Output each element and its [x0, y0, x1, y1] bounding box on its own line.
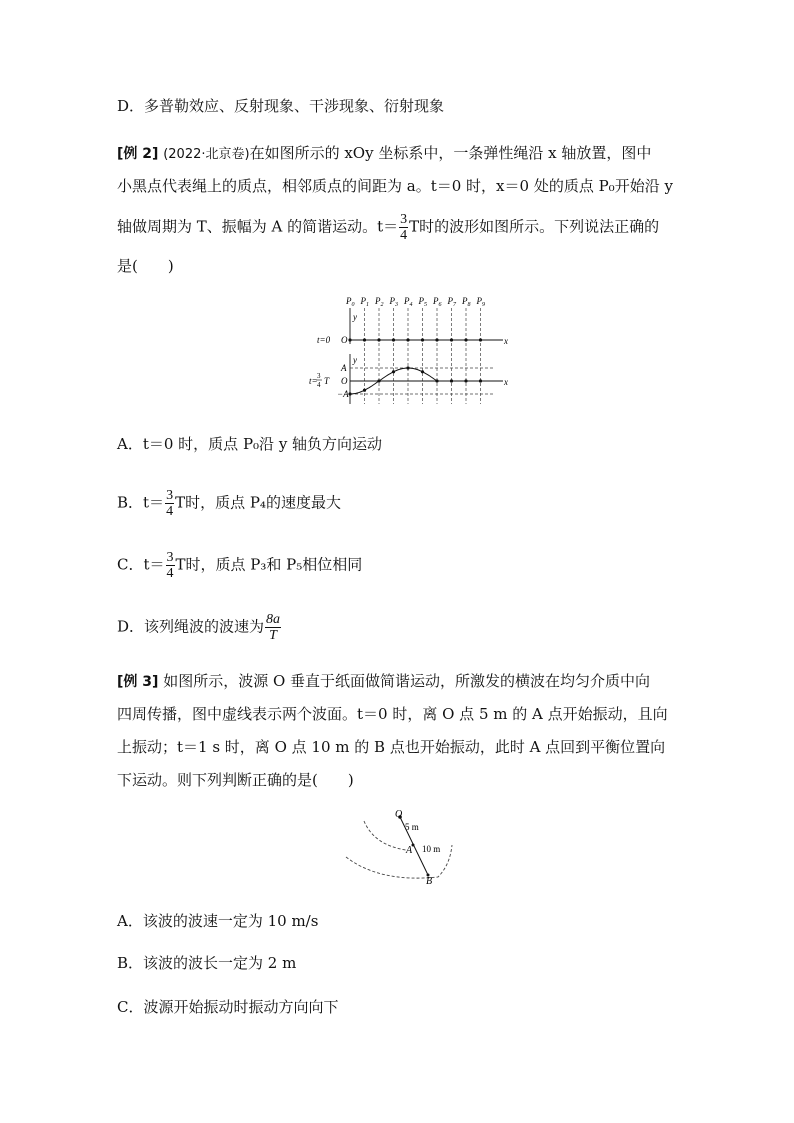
prev-option-d: D．多普勒效应、反射现象、干涉现象、衍射现象: [117, 97, 445, 115]
example-2-text-1: 在如图所示的 xOy 坐标系中，一条弹性绳沿 x 轴放置，图中: [249, 144, 652, 162]
label-t34-prefix: t=: [309, 376, 318, 386]
ex3-option-a: A．该波的波速一定为 10 m/s: [117, 912, 319, 930]
dot-bottom-p7: [450, 379, 453, 382]
dot-bottom-p0: [348, 392, 351, 395]
x-label-bottom: x: [504, 377, 508, 387]
dot-bottom-p9: [479, 379, 482, 382]
x-label-top: x: [504, 336, 508, 346]
dot-bottom-p1: [363, 389, 366, 392]
example-3-tag: [例 3]: [117, 674, 159, 690]
option-a: A．t＝0 时，质点 P₀沿 y 轴负方向运动: [117, 435, 383, 453]
option-d: [117, 612, 282, 643]
example-3-line-1: [117, 671, 650, 692]
fraction-three-quarters: $\frac{3}{4}$: [400, 212, 408, 243]
y-label-bottom: y: [353, 355, 357, 365]
example-3-line-4: 下运动。则下列判断正确的是( ): [117, 771, 354, 789]
dot-top-p7: [450, 338, 453, 341]
option-d-prefix: D．该列绳波的波速为: [117, 617, 265, 636]
label-b: B: [426, 876, 433, 887]
label-t0: t=0: [317, 335, 331, 345]
dot-top-p2: [377, 338, 380, 341]
ex3-option-c: C．波源开始振动时振动方向向下: [117, 998, 339, 1016]
example-3-text-1: 如图所示，波源 O 垂直于纸面做简谐运动，所激发的横波在均匀介质中向: [163, 672, 651, 690]
fraction-three-quarters: $\frac{3}{4}$: [166, 488, 174, 519]
dot-top-p8: [464, 338, 467, 341]
y-label-top: y: [353, 312, 357, 322]
dot-bottom-p2: [377, 379, 380, 382]
dot-top-p6: [435, 338, 438, 341]
dot-top-p1: [363, 338, 366, 341]
point-label-p9: $P_9$: [476, 296, 485, 308]
dot-bottom-p3: [392, 370, 395, 373]
ex3-option-b: B．该波的波长一定为 2 m: [117, 954, 297, 972]
dot-top-p3: [392, 338, 395, 341]
option-b-text: T时，质点 P₄的速度最大: [175, 493, 341, 512]
point-label-p4: $P_4$: [404, 296, 413, 308]
amp-label-pos: A: [341, 363, 347, 373]
example-2-line-3: [117, 212, 659, 243]
point-label-p0: $P_0$: [346, 296, 355, 308]
fraction-three-quarters: $\frac{3}{4}$: [166, 550, 174, 581]
dot-top-p0: [348, 338, 351, 341]
example-2-line-1: [117, 143, 651, 165]
option-b: [117, 488, 341, 519]
dot-bottom-p4: [406, 366, 409, 369]
origin-top: O: [341, 335, 348, 345]
dot-top-p4: [406, 338, 409, 341]
point-label-p3: $P_3$: [389, 296, 398, 308]
label-10m: 10 m: [422, 844, 441, 854]
dot-top-p9: [479, 338, 482, 341]
point-label-p7: $P_7$: [447, 296, 456, 308]
label-a: A: [406, 845, 413, 856]
dot-bottom-p8: [464, 379, 467, 382]
amp-label-neg: −A: [337, 389, 349, 399]
example-2-line-4: 是( ): [117, 257, 174, 275]
wavefront-figure: [340, 805, 470, 887]
inner-wavefront: [364, 821, 406, 850]
dot-bottom-p6: [435, 379, 438, 382]
example-2-text-3b: T时的波形如图所示。下列说法正确的: [409, 217, 660, 236]
wave-figure: [305, 292, 508, 412]
option-c-prefix: C．t＝: [117, 555, 165, 574]
origin-bottom: O: [341, 376, 348, 386]
dot-top-p5: [421, 338, 424, 341]
example-2-source: (2022·北京卷): [163, 147, 250, 162]
point-label-p6: $P_6$: [433, 296, 442, 308]
point-label-p5: $P_5$: [418, 296, 427, 308]
dot-bottom-p5: [421, 370, 424, 373]
example-2-text-3a: 轴做周期为 T、振幅为 A 的简谐运动。t＝: [117, 217, 399, 236]
option-c-text: T时，质点 P₃和 P₅相位相同: [175, 555, 363, 574]
label-o: O: [395, 809, 403, 820]
point-label-p2: $P_2$: [375, 296, 384, 308]
option-c: [117, 550, 362, 581]
fraction-8a-over-t: $\frac{8a}{T}$: [266, 612, 281, 643]
example-2-line-2: 小黑点代表绳上的质点，相邻质点的间距为 a。t＝0 时，x＝0 处的质点 P₀开始沿 y: [117, 177, 673, 195]
example-2-tag: [例 2]: [117, 146, 159, 162]
point-label-p8: $P_8$: [462, 296, 471, 308]
label-t34-den: 4: [317, 381, 321, 389]
label-5m: 5 m: [405, 822, 419, 832]
example-3-line-3: 上振动；t＝1 s 时，离 O 点 10 m 的 B 点也开始振动，此时 A 点回到平衡位置向: [117, 738, 666, 756]
example-3-line-2: 四周传播，图中虚线表示两个波面。t＝0 时，离 O 点 5 m 的 A 点开始振动，且向: [117, 705, 668, 723]
point-label-p1: $P_1$: [360, 296, 369, 308]
label-t34-num: 3: [317, 372, 321, 380]
label-t34-t: T: [324, 376, 330, 386]
option-b-prefix: B．t＝: [117, 493, 165, 512]
